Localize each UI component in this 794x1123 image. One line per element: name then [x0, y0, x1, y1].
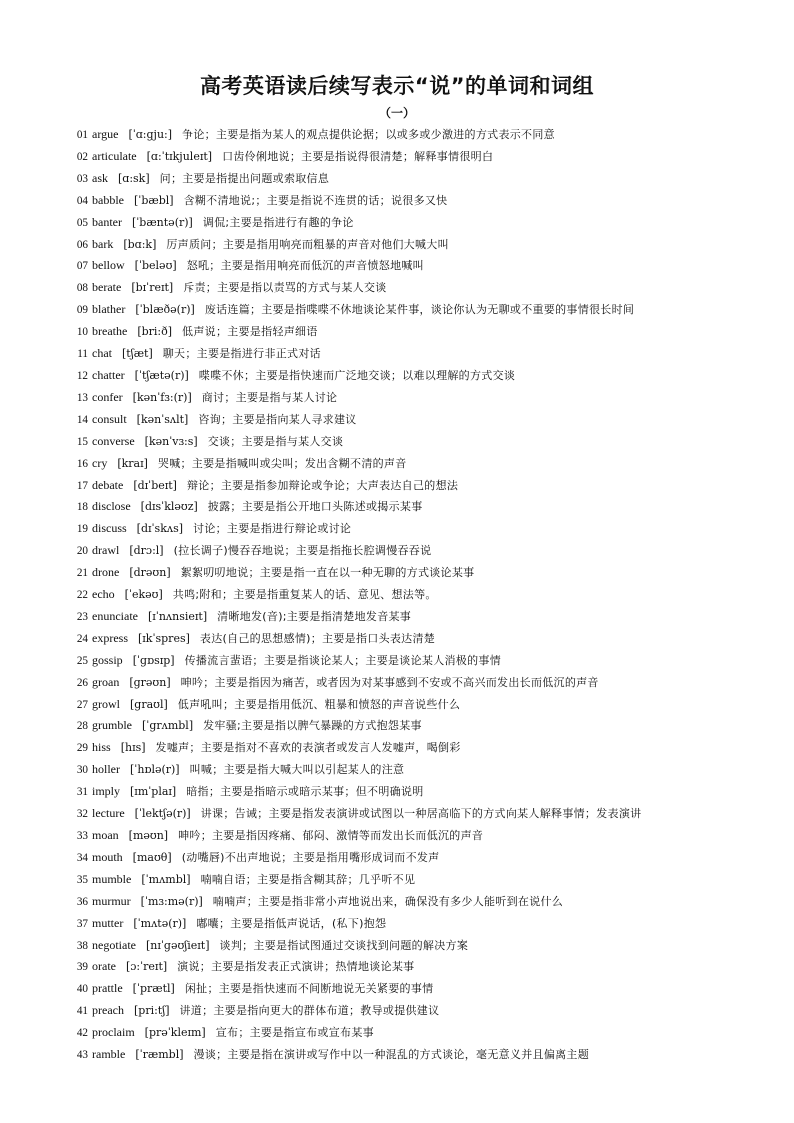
vocab-entry [62, 978, 742, 1000]
entry-word: berate [92, 280, 122, 295]
entry-definition: 低声说；主要是指轻声细语 [182, 325, 318, 339]
entry-word: cry [92, 455, 108, 470]
entry-word: disclose [92, 499, 131, 514]
entry-definition: 哭喊；主要是指喊叫或尖叫；发出含糊不清的声音 [157, 456, 407, 470]
vocab-entry [62, 672, 742, 694]
entry-number: 15 [76, 435, 88, 448]
entry-phonetic: [ˈbæbl] [134, 193, 174, 207]
entry-definition: 漫谈；主要是指在演讲或写作中以一种混乱的方式谈论，毫无意义并且偏离主题 [193, 1048, 590, 1062]
entry-phonetic: [ˈgrʌmbl] [142, 719, 194, 733]
entry-number: 27 [76, 698, 88, 711]
entry-number: 28 [76, 720, 88, 733]
entry-phonetic: [ˈbæntə(r)] [131, 215, 193, 229]
vocab-entry [62, 869, 742, 891]
vocab-entry [62, 715, 742, 737]
entry-definition: 咨询；主要是指向某人寻求建议 [198, 412, 357, 426]
entry-number: 21 [76, 567, 88, 580]
entry-phonetic: [ɔ:ˈreɪt] [125, 960, 168, 974]
entry-definition: 讲课；告诫；主要是指发表演讲或试图以一种居高临下的方式向某人解释事情；发表演讲 [200, 807, 642, 821]
entry-word: preach [92, 1003, 124, 1018]
entry-definition: 交谈；主要是指与某人交谈 [207, 434, 344, 448]
entry-definition: 呻吟；主要是指因为痛苦，或者因为对某事感到不安或不高兴而发出长而低沉的声音 [180, 675, 599, 689]
vocab-entry [62, 847, 742, 869]
entry-definition: 讲道；主要是指向更大的群体布道；教导或提供建议 [179, 1004, 440, 1018]
entry-definition: 厉声质问；主要是指用响亮而粗暴的声音对他们大喊大叫 [166, 237, 449, 251]
entry-number: 30 [76, 764, 88, 777]
entry-number: 14 [76, 413, 88, 426]
entry-phonetic: [kənˈfɜ:(r)] [132, 390, 192, 404]
entry-word: chatter [92, 367, 125, 382]
entry-definition: 嘟囔；主要是指低声说话，(私下)抱怨 [196, 916, 387, 930]
vocab-entry [62, 475, 742, 497]
entry-word: lecture [92, 806, 125, 821]
entry-phonetic: [bɪˈreɪt] [131, 281, 174, 295]
entry-phonetic: [ˈlektʃə(r)] [134, 807, 191, 821]
entry-definition: 暗指；主要是指暗示或暗示某事；但不明确说明 [186, 785, 424, 799]
entry-phonetic: [ˈɑ:gju:] [128, 128, 173, 141]
entry-definition: 宣布；主要是指宣布或宣布某事 [215, 1026, 374, 1040]
entry-phonetic: [bri:ð] [137, 325, 173, 339]
entry-definition: (动嘴唇)不出声地说；主要是指用嘴形成词而不发声 [181, 850, 440, 864]
entry-number: 11 [77, 348, 88, 361]
entry-number: 16 [76, 457, 88, 470]
entry-phonetic: [ɪˈnʌnsieɪt] [147, 609, 208, 623]
vocab-entry [62, 1000, 742, 1022]
entry-phonetic: [tʃæt] [122, 347, 153, 361]
entry-definition: 争论；主要是指为某人的观点提供论据；以或多或少激进的方式表示不同意 [182, 128, 555, 141]
entry-word: drone [92, 565, 120, 580]
entry-number: 12 [76, 369, 88, 382]
entry-number: 24 [76, 632, 88, 645]
entry-number: 20 [76, 545, 88, 558]
entry-phonetic: [pri:tʃ] [133, 1004, 170, 1018]
vocab-entry [62, 453, 742, 475]
entry-word: holler [92, 762, 120, 777]
entry-definition: 呻吟；主要是指因疼痛、郁闷、激情等而发出长而低沉的声音 [178, 829, 484, 842]
entry-word: hiss [92, 740, 111, 755]
entry-phonetic: [ˈekəʊ] [124, 588, 163, 602]
entry-number: 09 [76, 304, 88, 317]
vocab-entry [62, 628, 742, 650]
entry-phonetic: [məʊn] [128, 829, 169, 842]
entry-definition: 聊天；主要是指进行非正式对话 [162, 347, 321, 361]
entry-number: 25 [76, 654, 88, 667]
vocab-entry [62, 496, 742, 518]
entry-word: bark [92, 236, 114, 251]
vocab-entry [62, 124, 742, 146]
entry-word: banter [92, 214, 122, 229]
entry-phonetic: [ˈgɒsɪp] [132, 653, 175, 667]
entry-word: prattle [92, 981, 123, 996]
entry-definition: 斥责；主要是指以责骂的方式与某人交谈 [183, 281, 387, 295]
entry-phonetic: [kraɪ] [117, 456, 148, 470]
entry-definition: 含糊不清地说;；主要是指说不连贯的话；说很多又快 [183, 193, 448, 207]
vocab-entry [62, 825, 742, 847]
vocab-entry [62, 781, 742, 803]
entry-definition: 喃喃自语；主要是指含糊其辞；几乎听不见 [200, 872, 416, 886]
entry-definition: 发嘘声；主要是指对不喜欢的表演者或发言人发嘘声，喝倒彩 [155, 741, 461, 755]
entry-word: groan [92, 674, 120, 689]
entry-word: murmur [92, 893, 131, 908]
entry-word: confer [92, 389, 123, 404]
entry-phonetic: [graʊl] [130, 697, 168, 711]
entry-number: 29 [76, 742, 88, 755]
entry-word: growl [92, 696, 120, 711]
entry-word: babble [92, 192, 124, 207]
entry-phonetic: [ˈmɜ:mə(r)] [140, 894, 203, 908]
vocab-entry [62, 913, 742, 935]
document-title: 高考英语读后续写表示“说”的单词和词组 [199, 74, 595, 98]
entry-number: 40 [76, 983, 88, 996]
entry-phonetic: [maʊθ] [132, 850, 172, 864]
entry-word: discuss [92, 521, 127, 536]
entry-definition: 调侃;主要是指进行有趣的争论 [202, 215, 354, 229]
entry-number: 26 [76, 676, 88, 689]
entry-word: moan [92, 828, 119, 842]
entry-phonetic: [dɪsˈkləʊz] [140, 500, 198, 514]
entry-word: enunciate [92, 608, 138, 623]
entry-definition: 废话连篇；主要是指喋喋不休地谈论某件事，谈论你认为无聊或不重要的事情很长时间 [204, 303, 635, 317]
entry-word: imply [92, 784, 121, 799]
entry-word: negotiate [92, 937, 136, 952]
entry-number: 04 [76, 194, 88, 207]
entry-word: chat [92, 346, 112, 361]
entry-number: 33 [76, 830, 88, 842]
entry-number: 05 [76, 216, 88, 229]
entry-word: gossip [92, 652, 123, 667]
entry-definition: 传播流言蜚语；主要是指谈论某人；主要是谈论某人消极的事情 [184, 653, 501, 667]
entry-number: 13 [76, 391, 88, 404]
entry-word: express [92, 630, 128, 645]
entry-word: orate [92, 959, 116, 974]
vocab-entry [62, 584, 742, 606]
entry-word: breathe [92, 324, 128, 339]
entry-number: 17 [76, 479, 88, 492]
entry-phonetic: [ˈræmbl] [135, 1048, 184, 1062]
entry-phonetic: [dɪˈbeɪt] [133, 478, 177, 492]
vocab-entry [62, 299, 742, 321]
entry-definition: 口齿伶俐地说；主要是指说得很清楚；解释事情很明白 [222, 149, 494, 163]
entry-definition: 演说；主要是指发表正式演讲；热情地谈论某事 [177, 960, 415, 974]
vocab-entry [62, 409, 742, 431]
entry-definition: 低声吼叫；主要是指用低沉、粗暴和愤怒的声音说些什么 [177, 697, 461, 711]
entry-number: 03 [76, 172, 88, 185]
entry-number: 08 [76, 282, 88, 295]
entry-definition: (拉长调子)慢吞吞地说；主要是指拖长腔调慢吞吞说 [173, 544, 432, 558]
entry-number: 36 [76, 895, 88, 908]
entry-word: debate [92, 477, 124, 492]
vocab-entry [62, 694, 742, 716]
vocab-entry [62, 277, 742, 299]
entry-phonetic: [ˈbeləʊ] [134, 259, 177, 273]
entry-number: 37 [76, 917, 88, 930]
entry-word: blather [92, 302, 126, 317]
entry-definition: 叫喊；主要是指大喊大叫以引起某人的注意 [189, 763, 405, 777]
entry-word: drawl [92, 543, 120, 558]
entry-word: echo [92, 587, 115, 602]
entry-number: 41 [76, 1005, 88, 1018]
entry-word: proclaim [92, 1025, 135, 1040]
vocab-entry [62, 737, 742, 759]
entry-number: 18 [76, 501, 88, 514]
entry-number: 01 [76, 129, 88, 141]
vocab-entry [62, 168, 742, 190]
entry-phonetic: [dɪˈskʌs] [136, 522, 184, 536]
entry-phonetic: [ɑ:ˈtɪkjuleɪt] [146, 149, 213, 163]
vocab-entry [62, 935, 742, 957]
entry-number: 31 [76, 786, 88, 799]
entry-word: mouth [92, 849, 123, 864]
vocab-entry [62, 518, 742, 540]
entry-definition: 絮絮叨叨地说；主要是指一直在以一种无聊的方式谈论某事 [180, 566, 475, 580]
entry-word: ask [92, 170, 108, 185]
vocab-entry [62, 365, 742, 387]
entry-number: 32 [76, 808, 88, 821]
vocab-entry [62, 540, 742, 562]
entry-phonetic: [ˈmʌmbl] [141, 872, 191, 886]
vocab-entry [62, 1044, 742, 1066]
vocab-entry [62, 255, 742, 277]
vocab-entry [62, 891, 742, 913]
entry-phonetic: [ɑ:sk] [118, 171, 150, 185]
entry-phonetic: [ˈblæðə(r)] [135, 303, 195, 317]
entry-phonetic: [drɔ:l] [129, 544, 164, 558]
entry-word: ramble [92, 1047, 126, 1062]
entry-word: converse [92, 433, 135, 448]
entry-definition: 表达(自己的思想感情)；主要是指口头表达清楚 [199, 631, 436, 645]
entry-number: 34 [76, 851, 88, 864]
entry-word: grumble [92, 718, 132, 733]
entry-word: articulate [92, 148, 137, 163]
vocab-entry [62, 956, 742, 978]
entry-number: 35 [76, 873, 88, 886]
entry-phonetic: [ˈtʃætə(r)] [134, 368, 189, 382]
vocab-entry [62, 759, 742, 781]
entry-definition: 怒吼；主要是指用响亮而低沉的声音愤怒地喊叫 [186, 259, 424, 273]
entry-phonetic: [kənˈsʌlt] [136, 412, 189, 426]
entry-number: 42 [76, 1027, 88, 1040]
entry-phonetic: [bɑ:k] [123, 237, 157, 251]
entry-phonetic: [ɪmˈplaɪ] [130, 785, 177, 799]
entry-word: argue [92, 127, 119, 141]
entry-phonetic: [ˈmʌtə(r)] [133, 916, 187, 930]
entry-number: 19 [76, 523, 88, 536]
entry-number: 06 [76, 238, 88, 251]
entry-phonetic: [ˈhɒlə(r)] [130, 763, 180, 777]
vocab-entry [62, 431, 742, 453]
entry-definition: 共鸣;附和；主要是指重复某人的话、意见、想法等。 [172, 588, 437, 602]
vocab-entry [62, 803, 742, 825]
entry-phonetic: [grəʊn] [129, 675, 171, 689]
entry-definition: 商讨；主要是指与某人讨论 [201, 390, 338, 404]
entry-phonetic: [ˈprætl] [132, 982, 175, 996]
entry-definition: 发牢骚;主要是指以脾气暴躁的方式抱怨某事 [203, 719, 422, 733]
entry-phonetic: [nɪˈgəʊʃieɪt] [145, 938, 210, 952]
entry-number: 07 [76, 260, 88, 273]
entry-definition: 闲扯；主要是指快速而不间断地说无关紧要的事情 [184, 982, 434, 996]
vocab-entry [62, 562, 742, 584]
entry-word: consult [92, 411, 127, 426]
entry-definition: 清晰地发(音);主要是指清楚地发音某事 [217, 609, 412, 623]
entry-definition: 披露；主要是指公开地口头陈述或揭示某事 [207, 500, 423, 514]
entry-phonetic: [hɪs] [120, 741, 146, 755]
vocabulary-list [62, 124, 742, 1066]
entry-number: 43 [76, 1049, 88, 1062]
entry-definition: 喋喋不休；主要是指快速而广泛地交谈；以难以理解的方式交谈 [198, 368, 516, 382]
entry-number: 10 [76, 326, 88, 339]
entry-number: 22 [76, 589, 88, 602]
vocab-entry [62, 650, 742, 672]
vocab-entry [62, 190, 742, 212]
entry-word: mumble [92, 871, 132, 886]
entry-definition: 辩论；主要是指参加辩论或争论；大声表达自己的想法 [186, 478, 459, 492]
vocab-entry [62, 606, 742, 628]
vocab-entry [62, 234, 742, 256]
entry-phonetic: [drəʊn] [129, 566, 171, 580]
entry-definition: 喃喃声；主要是指非常小声地说出来，确保没有多少人能听到在说什么 [212, 894, 564, 908]
section-subtitle: （一） [378, 106, 415, 120]
entry-phonetic: [ɪkˈspres] [138, 631, 190, 645]
entry-definition: 问；主要是指提出问题或索取信息 [159, 171, 330, 185]
entry-definition: 谈判；主要是指试图通过交谈找到问题的解决方案 [219, 938, 469, 952]
entry-definition: 讨论；主要是指进行辩论或讨论 [193, 522, 352, 536]
vocab-entry [62, 1022, 742, 1044]
entry-word: bellow [92, 258, 125, 273]
entry-number: 23 [76, 610, 88, 623]
vocab-entry [62, 321, 742, 343]
entry-number: 02 [76, 150, 88, 163]
vocab-entry [62, 212, 742, 234]
entry-phonetic: [kənˈvɜ:s] [144, 434, 198, 448]
entry-number: 39 [76, 961, 88, 974]
entry-word: mutter [92, 915, 124, 930]
entry-number: 38 [76, 939, 88, 952]
vocab-entry [62, 343, 742, 365]
entry-phonetic: [prəˈkleɪm] [144, 1026, 206, 1040]
vocab-entry [62, 146, 742, 168]
vocab-entry [62, 387, 742, 409]
